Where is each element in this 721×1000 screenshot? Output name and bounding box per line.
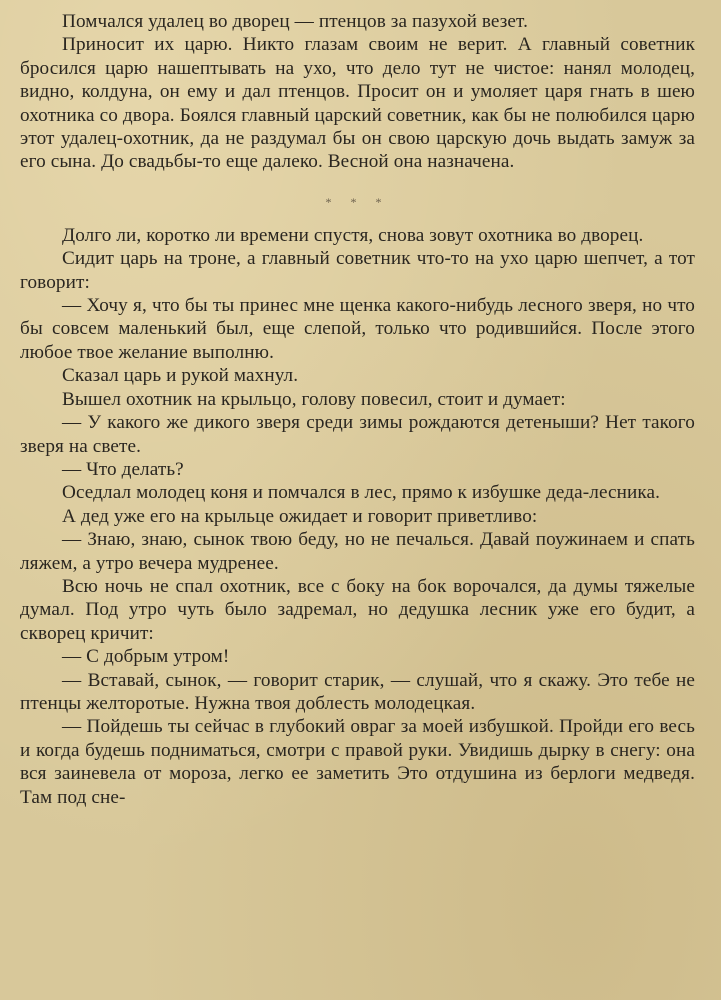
paragraph: Оседлал молодец коня и помчался в лес, прямо к избушке деда-лесника. [62, 482, 661, 504]
text-block-bottom [20, 224, 695, 809]
dialogue-paragraph: — Вставай, сынок, — говорит старик, — слушай, что я скажу. Это тебе не птенцы желторотые. Нужна твоя доблесть молодецкая. [20, 669, 695, 714]
dialogue-paragraph: — Пойдешь ты сейчас в глубокий овраг за моей избушкой. Пройди его весь и когда будешь подниматься, смотри с правой руки. Увидишь дырку в снегу: она вся заиневела от мороза, легко ее заметить Это отдушина из берлоги медведя. Там под сне- [20, 716, 695, 808]
dialogue-paragraph: — С добрым утром! [62, 646, 230, 668]
paragraph: Сказал царь и рукой махнул. [62, 365, 299, 387]
dialogue-paragraph: — Что делать? [62, 458, 184, 480]
paragraph: Всю ночь не спал охотник, все с боку на бок ворочался, да думы тяжелые думал. Под утро чуть было задремал, но дедушка лесник уже его будит, а скворец кричит: [20, 575, 695, 644]
paragraph: Долго ли, коротко ли времени спустя, снова зовут охотника во дворец. [62, 224, 644, 246]
section-separator: * * * [325, 194, 390, 209]
paragraph: Вышел охотник на крыльцо, голову повесил, стоит и думает: [62, 388, 566, 410]
dialogue-paragraph: — Хочу я, что бы ты принес мне щенка какого-нибудь лесного зверя, но что бы совсем маленький был, еще слепой, только что родившийся. После этого любое твое желание выполню. [20, 295, 695, 363]
paragraph: А дед уже его на крыльце ожидает и говорит приветливо: [62, 505, 538, 527]
dialogue-paragraph: — Знаю, знаю, сынок твою беду, но не печалься. Давай поужинаем и спать ляжем, а утро вечера мудренее. [20, 529, 695, 574]
paragraph: Приносит их царю. Никто глазам своим не верит. А главный советник бросился царю нашептывать на ухо, что дело тут не чистое: нанял молодец, видно, колдуна, он ему и дал птенцов. Просит он и умоляет царя гнать в шею охотника со двора. Боялся главный царский советник, как бы не полюбился царю этот удалец-охотник, да не раздумал бы он свою царскую дочь выдать замуж за его сына. До свадьбы-то еще далеко. Весной она назначена. [20, 34, 695, 173]
paragraph: Сидит царь на троне, а главный советник что-то на ухо царю шепчет, а тот говорит: [20, 248, 695, 293]
text-block-top [20, 10, 695, 174]
dialogue-paragraph: — У какого же дикого зверя среди зимы рождаются детеныши? Нет такого зверя на свете. [20, 412, 695, 457]
paragraph: Помчался удалец во дворец — птенцов за пазухой везет. [62, 11, 528, 32]
